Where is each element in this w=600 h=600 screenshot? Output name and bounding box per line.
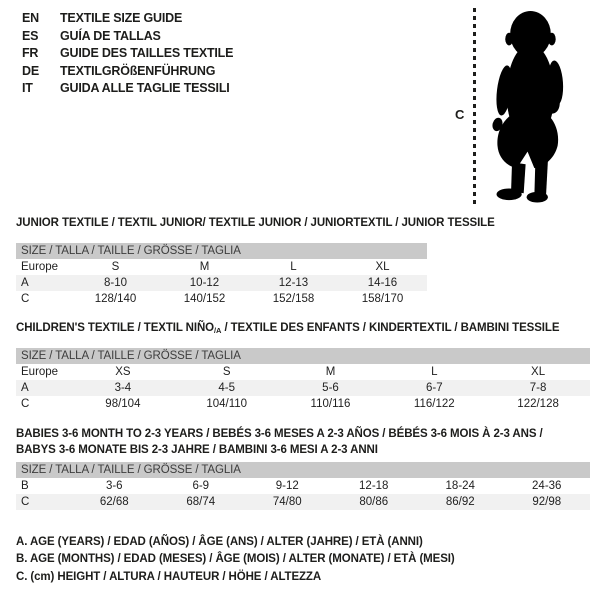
cell: 68/74 xyxy=(158,494,245,510)
cell: 110/116 xyxy=(310,398,351,410)
cell: S xyxy=(111,261,120,273)
cell: 9-12 xyxy=(275,480,299,492)
table-row xyxy=(16,275,427,291)
row-label: C xyxy=(21,293,30,305)
cell: 12-18 xyxy=(359,480,389,492)
cell: 5-6 xyxy=(279,380,383,396)
language-title-list xyxy=(22,10,233,98)
cell: 14-16 xyxy=(338,275,427,291)
cell: 3-6 xyxy=(105,480,123,492)
cell: 4-5 xyxy=(175,380,279,396)
cell: 116/122 xyxy=(413,398,455,410)
cell: S xyxy=(222,366,231,378)
cell: 62/68 xyxy=(71,494,158,510)
row-label: Europe xyxy=(21,261,59,273)
table-row xyxy=(16,396,590,412)
lang-title: GUÍA DE TALLAS xyxy=(60,28,161,43)
children-size-table xyxy=(16,348,590,412)
row-label: C xyxy=(21,398,30,410)
cell: 74/80 xyxy=(244,494,331,510)
cell: 7-8 xyxy=(486,380,590,396)
cell: 6-9 xyxy=(192,480,210,492)
lang-code: FR xyxy=(22,46,39,60)
cell: 24-36 xyxy=(532,480,562,492)
row-label: C xyxy=(16,494,71,510)
cell: XL xyxy=(531,366,546,378)
note-height: C. (cm) HEIGHT / ALTURA / HAUTEUR / HÖHE / ALTEZZA xyxy=(16,570,322,583)
size-header-row xyxy=(16,348,590,364)
size-header-row xyxy=(16,243,427,259)
cell: L xyxy=(290,261,297,273)
size-header: SIZE / TALLA / TAILLE / GRÖSSE / TAGLIA xyxy=(16,348,590,364)
lang-title: GUIDE DES TAILLES TEXTILE xyxy=(60,46,234,60)
cell: 10-12 xyxy=(160,275,249,291)
cell: XS xyxy=(115,366,131,378)
cell: 128/140 xyxy=(94,293,137,305)
table-row xyxy=(16,478,590,494)
cell: 92/98 xyxy=(504,494,591,510)
lang-title: TEXTILGRÖßENFÜHRUNG xyxy=(60,63,216,78)
cell: 3-4 xyxy=(71,380,175,396)
cell: 8-10 xyxy=(71,275,160,291)
cell: 140/152 xyxy=(183,293,226,305)
junior-table-title: JUNIOR TEXTILE / TEXTIL JUNIOR/ TEXTILE JUNIOR / JUNIORTEXTIL / JUNIOR TESSILE xyxy=(16,217,495,229)
cell: 6-7 xyxy=(382,380,486,396)
cell: 98/104 xyxy=(105,398,141,410)
cell: 12-13 xyxy=(249,275,338,291)
cell: 80/86 xyxy=(331,494,418,510)
babies-title-line1: BABIES 3-6 MONTH TO 2-3 YEARS / BEBÉS 3-6 MESES A 2-3 AÑOS / BÉBÉS 3-6 MOIS À 2-3 ANS / xyxy=(16,428,543,440)
table-row xyxy=(16,291,427,307)
cell: 18-24 xyxy=(445,480,475,492)
cell: XL xyxy=(375,261,390,273)
size-header: SIZE / TALLA / TAILLE / GRÖSSE / TAGLIA xyxy=(16,462,590,478)
row-label: A xyxy=(16,380,71,396)
cell: L xyxy=(431,366,438,378)
junior-size-table xyxy=(16,243,427,307)
subscript: /A xyxy=(214,326,222,335)
children-table-title: CHILDREN'S TEXTILE / TEXTIL NIÑO/A / TEXTILE DES ENFANTS / KINDERTEXTIL / BAMBINI TESSILE xyxy=(16,322,560,335)
lang-code: EN xyxy=(22,11,39,25)
babies-size-table xyxy=(16,462,590,510)
size-header: SIZE / TALLA / TAILLE / GRÖSSE / TAGLIA xyxy=(16,243,427,259)
row-label: B xyxy=(21,480,29,492)
height-label: C xyxy=(455,107,465,122)
cell: 122/128 xyxy=(517,398,559,410)
row-label: A xyxy=(16,275,71,291)
cell: 104/110 xyxy=(206,398,248,410)
lang-title: TEXTILE SIZE GUIDE xyxy=(60,11,183,25)
size-header-row xyxy=(16,462,590,478)
table-row xyxy=(16,364,590,380)
cell: M xyxy=(199,261,210,273)
table-row xyxy=(16,380,590,396)
cell: 86/92 xyxy=(417,494,504,510)
babies-title-line2: BABYS 3-6 MONATE BIS 2-3 JAHRE / BAMBINI 3-6 MESI A 2-3 ANNI xyxy=(16,444,378,456)
legend-notes xyxy=(16,534,455,586)
babies-table-title xyxy=(16,426,543,458)
cell: 152/158 xyxy=(272,293,315,305)
note-age-months: B. AGE (MONTHS) / EDAD (MESES) / ÂGE (MOIS) / ALTER (MONATE) / ETÀ (MESI) xyxy=(16,553,455,566)
row-label: Europe xyxy=(21,366,59,378)
lang-code: DE xyxy=(22,63,39,78)
lang-code: IT xyxy=(22,81,33,95)
table-row xyxy=(16,494,590,510)
cell: 158/170 xyxy=(361,293,404,305)
cell: M xyxy=(325,366,336,378)
table-row xyxy=(16,259,427,275)
toddler-silhouette-icon xyxy=(481,6,578,206)
lang-code: ES xyxy=(22,28,39,43)
note-age-years: A. AGE (YEARS) / EDAD (AÑOS) / ÂGE (ANS) / ALTER (JAHRE) / ETÀ (ANNI) xyxy=(16,536,423,548)
height-measure-dashed-line xyxy=(473,8,476,206)
lang-title: GUIDA ALLE TAGLIE TESSILI xyxy=(60,81,230,95)
